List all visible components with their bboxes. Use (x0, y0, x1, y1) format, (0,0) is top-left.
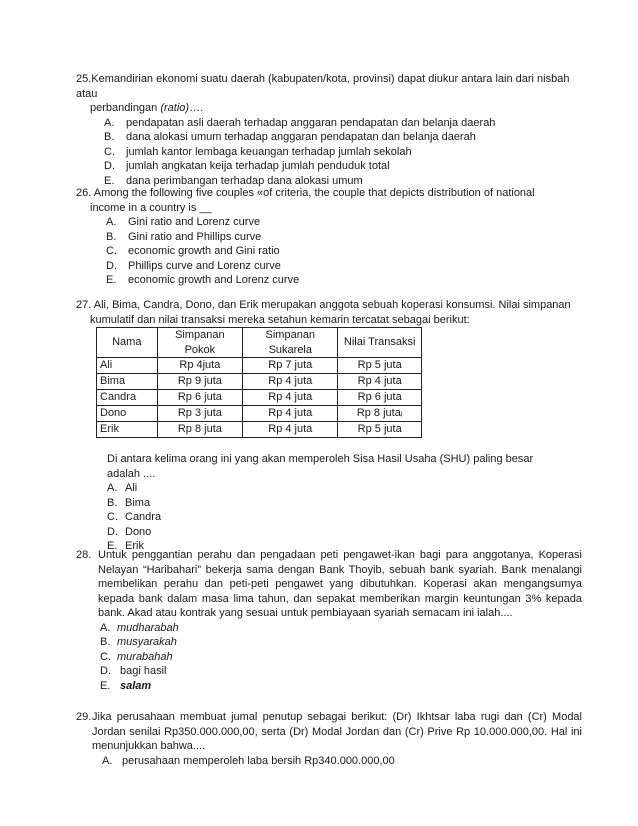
option-letter: C. (100, 650, 111, 663)
option-text: perusahaan memperoleh laba bersih Rp340.000.000,00 (122, 754, 395, 767)
option-c[interactable] (104, 145, 582, 160)
table-cell: Rp 5 juta (338, 422, 422, 438)
option-text: mudharabah (117, 621, 179, 634)
question-29-options (76, 754, 582, 769)
question-27-prompt (107, 452, 582, 481)
option-b[interactable] (104, 130, 582, 145)
option-text: Gini ratio and Lorenz curve (128, 216, 261, 228)
option-text: Gini ratio and Phillips curve (128, 230, 262, 243)
option-letter: D. (107, 525, 118, 538)
option-text: murabahah (117, 650, 173, 663)
option-d[interactable] (104, 159, 582, 174)
question-26-stem-line1: 26. Among the following five couples «of criteria, the couple that depicts distribution of national (76, 187, 535, 199)
table-cell: Rp 7 juta (243, 358, 338, 374)
table-cell: Rp 4 juta (338, 374, 422, 390)
table-row (97, 374, 422, 390)
option-text: Dono (125, 525, 152, 538)
option-a[interactable] (100, 621, 582, 636)
option-text: economic growth and Gini ratio (128, 245, 280, 257)
option-letter: C. (104, 145, 115, 158)
question-29-number: 29. (76, 711, 92, 723)
option-text: economic growth and Lorenz curve (128, 274, 300, 286)
option-letter: A. (100, 621, 111, 634)
option-letter: A. (107, 482, 118, 494)
column-header-nilai-transaksi: Nilai Transaksi (338, 328, 422, 358)
option-c[interactable] (106, 244, 582, 259)
option-text: salam (120, 679, 152, 692)
option-letter: D. (100, 665, 111, 677)
option-text: bagi hasil (120, 665, 167, 677)
option-text: Candra (125, 511, 162, 523)
option-letter: C. (107, 511, 118, 523)
option-b[interactable] (100, 635, 582, 650)
table-row (97, 358, 422, 374)
option-text: Bima (125, 496, 151, 509)
question-29-stem-block (76, 710, 582, 754)
table-cell: Rp 4 juta (243, 390, 338, 406)
question-28-number: 28. (76, 549, 92, 561)
option-a[interactable] (107, 481, 582, 496)
table-cell: Rp 4 juta (243, 374, 338, 390)
question-26 (76, 186, 582, 288)
question-27 (76, 298, 582, 554)
table-row (97, 390, 422, 406)
option-d[interactable] (106, 259, 582, 274)
option-text: dana alokasi umum terhadap anggaran pendapatan dan belanja daerah (126, 131, 476, 143)
question-26-options (76, 215, 582, 288)
option-a[interactable] (102, 754, 582, 769)
table-header-row (97, 328, 422, 358)
question-25-stem-text: perbandingan (90, 102, 161, 114)
option-letter: B. (100, 636, 111, 648)
column-header-nama: Nama (97, 328, 158, 358)
question-25-options (76, 116, 582, 189)
column-header-simpanan-sukarela: Simpanan Sukarela (243, 328, 338, 358)
option-letter: E. (104, 174, 115, 187)
option-text: dana perimbangan terhadap dana alokasi umum (126, 174, 363, 187)
option-text: Ali (125, 482, 138, 494)
table-cell: Rp 8 juta (157, 422, 243, 438)
question-27-stem (76, 298, 582, 327)
question-27-prompt-line2: adalah .... (107, 467, 156, 480)
table-row (97, 406, 422, 422)
option-e[interactable] (100, 679, 582, 694)
question-27-stem-line1: 27. Ali, Bima, Candra, Dono, dan Erik merupakan anggota sebuah koperasi konsumsi. Nilai simpanan (76, 299, 571, 311)
table-cell: Candra (97, 390, 158, 406)
option-text: pendapatan asli daerah terhadap anggaran pendapatan dan belanja daerah (126, 116, 496, 129)
option-a[interactable] (106, 215, 582, 230)
table-cell: Rp 4 juta (243, 406, 338, 422)
table-cell: Rp 4juta (157, 358, 243, 374)
option-letter: B. (106, 230, 117, 243)
question-26-stem-line2: income in a country is __ (90, 201, 212, 214)
option-d[interactable] (107, 525, 582, 540)
option-letter: D. (104, 160, 115, 172)
option-letter: E. (107, 540, 118, 552)
option-b[interactable] (107, 496, 582, 511)
table-cell: Dono (97, 406, 158, 422)
question-29 (76, 710, 582, 768)
table-cell: Rp 5 juta (338, 358, 422, 374)
option-text: musyarakah (117, 636, 177, 648)
ratio-term: (ratio) (160, 102, 190, 114)
option-a[interactable] (104, 116, 582, 131)
table-cell: Rp 3 juta (157, 406, 243, 422)
table-cell: Erik (97, 422, 158, 438)
question-27-prompt-line1: Di antara kelima orang ini yang akan memperoleh Sisa Hasil Usaha (SHU) paling besar (107, 453, 534, 465)
option-e[interactable] (106, 273, 582, 288)
question-28-stem-block (76, 548, 582, 621)
question-28-options (76, 621, 582, 694)
savings-table (96, 327, 422, 438)
option-letter: E. (100, 679, 111, 692)
table-cell: Rp 9 juta (157, 374, 243, 390)
option-letter: A. (102, 754, 113, 767)
option-c[interactable] (107, 510, 582, 525)
option-c[interactable] (100, 650, 582, 665)
option-b[interactable] (106, 230, 582, 245)
question-26-stem (76, 186, 582, 215)
question-25-stem-line2 (76, 101, 582, 116)
option-text: jumlah kantor lembaga keuangan terhadap jumlah sekolah (126, 145, 412, 158)
option-text: jumlah angkatan keija terhadap jumlah penduduk total (126, 160, 390, 172)
question-27-stem-line2: kumulatif dan nilai transaksi mereka setahun kemarin tercatat sebagai berikut: (90, 313, 470, 326)
question-28-stem: Untuk penggantian perahu dan pengadaan peti pengawet-ikan bagi para anggotanya, Koperasi Nelayan “Haribahari” bekerja sama dengan Bank Thoyib, sebuah bank syariah. Bank menalangi membelikan perahu dan peti-peti pengawet yang dibutuhkan. Koperasi akan mengangsumya kepada bank dalam masa lima tahun, dan sepakat memberikan margin keuntungan 3% kepada bank. Akad atau kontrak yang sesuai untuk pembiayaan syariah semacam ini ialah.... (98, 549, 582, 619)
question-27-options (76, 481, 582, 554)
option-text: Erik (125, 540, 144, 552)
table-cell: Rp 6 juta (157, 390, 243, 406)
column-header-simpanan-pokok: Simpanan Pokok (157, 328, 243, 358)
option-letter: E. (106, 274, 117, 286)
option-letter: A. (104, 116, 115, 129)
option-letter: B. (107, 496, 118, 509)
table-row (97, 422, 422, 438)
question-25 (76, 72, 582, 188)
option-letter: B. (104, 131, 115, 143)
option-text: Phillips curve and Lorenz curve (128, 259, 281, 272)
table-cell: Rp 6 juta (338, 390, 422, 406)
option-letter: D. (106, 259, 117, 272)
question-25-stem (76, 72, 582, 116)
option-d[interactable] (100, 664, 582, 679)
question-28 (76, 548, 582, 693)
question-25-stem-end: …. (189, 102, 204, 114)
question-29-stem: Jika perusahaan membuat jumal penutup sebagai berikut: (Dr) Ikhtsar laba rugi dan (Cr) Modal Jordan senilai Rp350.000.000,00, serta (Dr) Modal Jordan dan (Cr) Prive Rp 10.000.000,00. Hal ini menunjukkan bahwa.... (92, 711, 582, 752)
option-letter: C. (106, 245, 117, 257)
option-letter: A. (106, 216, 117, 228)
table-cell: Bima (97, 374, 158, 390)
question-25-stem-line1: 25.Kemandirian ekonomi suatu daerah (kabupaten/kota, provinsi) dapat diukur antara lain dari nisbah atau (76, 73, 570, 100)
table-cell: Rp 8 jutaᵢ (338, 406, 422, 422)
table-cell: Ali (97, 358, 158, 374)
table-cell: Rp 4 juta (243, 422, 338, 438)
